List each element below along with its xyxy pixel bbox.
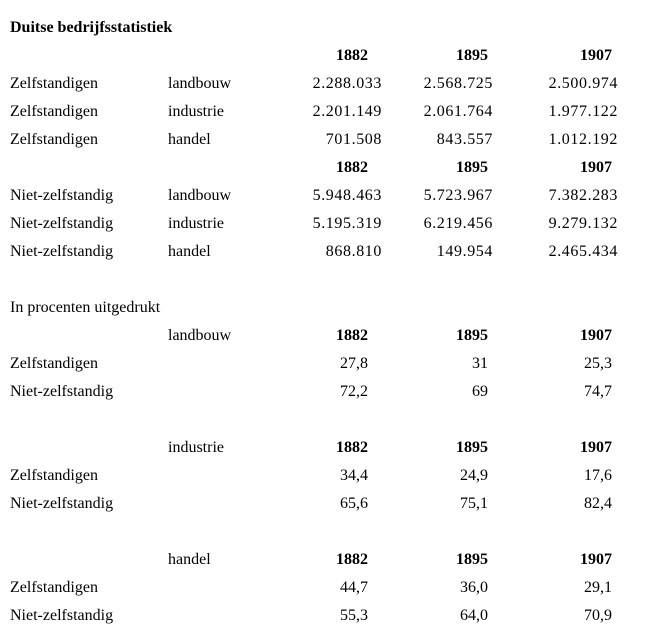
table-row (10, 210, 645, 238)
value-cell: 2.201.149 (312, 103, 382, 120)
section-heading: In procenten uitgedrukt (10, 299, 161, 316)
table-row (10, 98, 645, 126)
value-cell: 5.723.967 (423, 187, 493, 204)
table-row (10, 462, 645, 490)
value-cell: 868.810 (325, 243, 382, 260)
table-row (10, 574, 645, 602)
year-header: 1895 (456, 551, 488, 568)
value-cell: 1.977.122 (548, 103, 618, 120)
value-cell: 2.465.434 (548, 243, 618, 260)
year-header: 1907 (580, 159, 612, 176)
year-header: 1907 (580, 551, 612, 568)
value-cell: 2.061.764 (423, 103, 493, 120)
year-header: 1882 (336, 47, 368, 64)
row-label: Niet-zelfstandig (10, 243, 114, 260)
value-cell: 9.279.132 (548, 215, 618, 232)
sector-label: industrie (168, 215, 224, 232)
row-label: Niet-zelfstandig (10, 187, 114, 204)
sector-label: handel (168, 551, 211, 568)
percent-cell: 55,3 (340, 607, 368, 624)
spacer-row (10, 266, 645, 294)
table-row (10, 490, 645, 518)
year-header: 1907 (580, 327, 612, 344)
year-header: 1907 (580, 439, 612, 456)
sector-label: industrie (168, 439, 224, 456)
title-row (10, 14, 645, 42)
value-cell: 2.568.725 (423, 75, 493, 92)
value-cell: 5.195.319 (312, 215, 382, 232)
row-label: Niet-zelfstandig (10, 215, 114, 232)
percent-section-header (10, 434, 645, 462)
year-header: 1907 (580, 47, 612, 64)
percent-cell: 44,7 (340, 579, 368, 596)
percent-cell: 25,3 (584, 355, 612, 372)
row-label: Zelfstandigen (10, 355, 98, 372)
spacer-row (10, 518, 645, 546)
percent-cell: 70,9 (584, 607, 612, 624)
year-header: 1882 (336, 439, 368, 456)
year-header: 1882 (336, 159, 368, 176)
row-label: Niet-zelfstandig (10, 495, 114, 512)
sector-label: landbouw (168, 75, 232, 92)
row-label: Zelfstandigen (10, 75, 98, 92)
year-header: 1895 (456, 47, 488, 64)
row-label: Zelfstandigen (10, 579, 98, 596)
table-row (10, 182, 645, 210)
percent-cell: 69 (472, 383, 488, 400)
year-header-row (10, 42, 645, 70)
percent-cell: 82,4 (584, 495, 612, 512)
table-row (10, 602, 645, 630)
sector-label: handel (168, 243, 211, 260)
percent-cell: 75,1 (460, 495, 488, 512)
percent-cell: 27,8 (340, 355, 368, 372)
percent-cell: 64,0 (460, 607, 488, 624)
table-row (10, 378, 645, 406)
percent-heading-row (10, 294, 645, 322)
value-cell: 7.382.283 (548, 187, 618, 204)
percent-cell: 36,0 (460, 579, 488, 596)
value-cell: 701.508 (325, 131, 382, 148)
percent-cell: 72,2 (340, 383, 368, 400)
percent-cell: 31 (472, 355, 488, 372)
value-cell: 2.288.033 (312, 75, 382, 92)
percent-cell: 24,9 (460, 467, 488, 484)
value-cell: 1.012.192 (548, 131, 618, 148)
table-row (10, 350, 645, 378)
year-header: 1882 (336, 327, 368, 344)
row-label: Zelfstandigen (10, 103, 98, 120)
value-cell: 149.954 (436, 243, 493, 260)
year-header-row (10, 154, 645, 182)
percent-cell: 74,7 (584, 383, 612, 400)
row-label: Zelfstandigen (10, 467, 98, 484)
spacer-row (10, 406, 645, 434)
percent-section-header (10, 322, 645, 350)
row-label: Niet-zelfstandig (10, 383, 114, 400)
percent-cell: 34,4 (340, 467, 368, 484)
percent-cell: 17,6 (584, 467, 612, 484)
row-label: Niet-zelfstandig (10, 607, 114, 624)
percent-cell: 29,1 (584, 579, 612, 596)
row-label: Zelfstandigen (10, 131, 98, 148)
percent-section-header (10, 546, 645, 574)
percent-cell: 65,6 (340, 495, 368, 512)
year-header: 1895 (456, 159, 488, 176)
sector-label: landbouw (168, 327, 232, 344)
sector-label: handel (168, 131, 211, 148)
year-header: 1895 (456, 439, 488, 456)
table-row (10, 238, 645, 266)
table-row (10, 70, 645, 98)
sector-label: landbouw (168, 187, 232, 204)
value-cell: 843.557 (436, 131, 493, 148)
sector-label: industrie (168, 103, 224, 120)
year-header: 1882 (336, 551, 368, 568)
year-header: 1895 (456, 327, 488, 344)
page-title: Duitse bedrijfsstatistiek (10, 19, 173, 36)
value-cell: 6.219.456 (423, 215, 493, 232)
table-row (10, 126, 645, 154)
value-cell: 2.500.974 (548, 75, 618, 92)
value-cell: 5.948.463 (312, 187, 382, 204)
